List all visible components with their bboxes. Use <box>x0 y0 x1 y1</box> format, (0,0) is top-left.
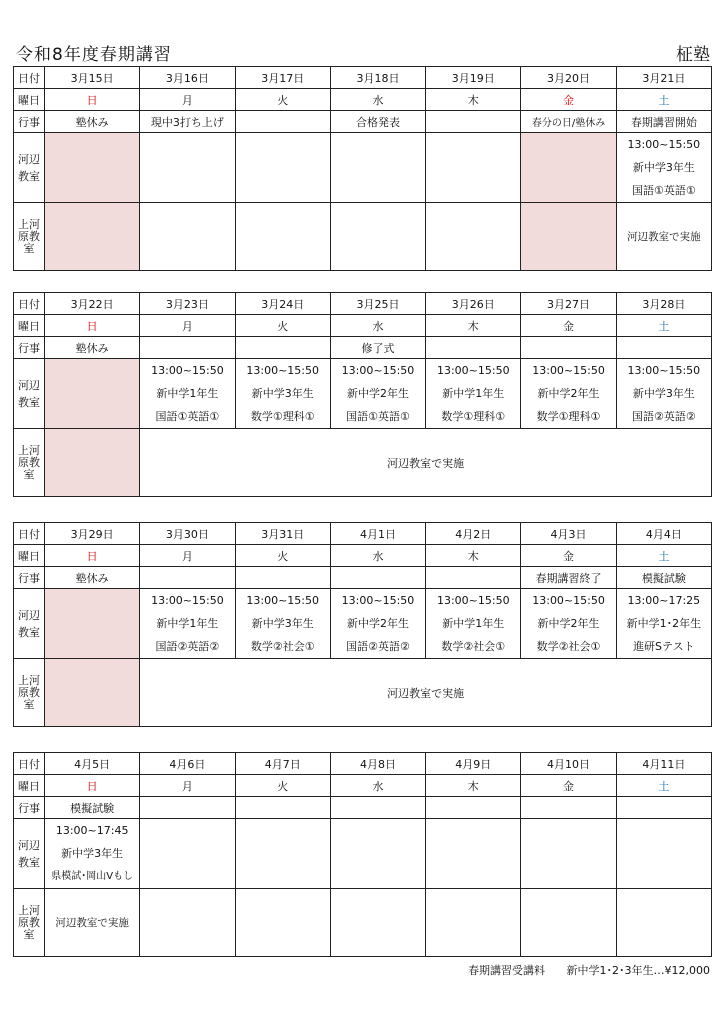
week-table-1 <box>13 66 712 271</box>
event-row <box>14 567 712 589</box>
class-cell <box>426 203 521 271</box>
class-grade: 新中学1年生 <box>442 617 505 630</box>
class-cell <box>235 359 330 429</box>
event-cell <box>426 111 521 133</box>
class-cell <box>235 133 330 203</box>
event-cell: 塾休み <box>45 337 140 359</box>
day-cell: 日 <box>45 775 140 797</box>
event-cell: 模擬試験 <box>45 797 140 819</box>
class-cell <box>426 819 521 889</box>
class-cell <box>45 819 140 889</box>
class-cell <box>140 133 235 203</box>
week-table-4 <box>13 752 712 957</box>
day-row <box>14 775 712 797</box>
event-cell: 修了式 <box>330 337 425 359</box>
event-label: 行事 <box>14 111 45 133</box>
class-grade: 新中学3年生 <box>251 387 314 400</box>
date-cell: 3月22日 <box>45 293 140 315</box>
class-grade: 新中学1年生 <box>442 387 505 400</box>
date-cell: 4月10日 <box>521 753 616 775</box>
kawanabe-label: 河辺教室 <box>14 819 45 889</box>
event-cell: 現中3打ち上げ <box>140 111 235 133</box>
date-cell: 3月28日 <box>616 293 711 315</box>
week-table-3 <box>13 522 712 727</box>
event-cell <box>330 567 425 589</box>
class-subject: 国語②英語② <box>346 640 410 653</box>
date-cell: 4月5日 <box>45 753 140 775</box>
class-time: 13:00~15:50 <box>341 594 415 607</box>
day-cell: 月 <box>140 545 235 567</box>
date-cell: 4月4日 <box>616 523 711 545</box>
kamikawahara-label: 上河原教室 <box>14 429 45 497</box>
class-time: 13:00~15:50 <box>436 594 510 607</box>
class-subject: 進研Sテスト <box>633 640 695 653</box>
date-cell: 4月6日 <box>140 753 235 775</box>
day-cell: 火 <box>235 775 330 797</box>
date-cell: 3月31日 <box>235 523 330 545</box>
class-subject: 数学①理科① <box>441 410 506 423</box>
date-label: 日付 <box>14 753 45 775</box>
class-subject: 国語①英語① <box>155 410 220 423</box>
event-cell <box>426 797 521 819</box>
class-cell <box>330 203 425 271</box>
class-grade: 新中学3年生 <box>632 161 695 174</box>
date-row <box>14 293 712 315</box>
date-label: 日付 <box>14 523 45 545</box>
date-cell: 3月30日 <box>140 523 235 545</box>
class-subject: 国語②英語② <box>155 640 220 653</box>
event-label: 行事 <box>14 797 45 819</box>
day-cell: 木 <box>426 775 521 797</box>
closed-cell <box>521 203 616 271</box>
date-cell: 4月7日 <box>235 753 330 775</box>
class-cell <box>521 889 616 957</box>
class-time: 13:00~15:50 <box>532 364 605 377</box>
class-cell <box>426 889 521 957</box>
date-cell: 3月23日 <box>140 293 235 315</box>
day-row <box>14 89 712 111</box>
event-cell <box>235 111 330 133</box>
kamikawahara-row <box>14 659 712 727</box>
kamikawahara-row <box>14 429 712 497</box>
class-cell <box>616 819 711 889</box>
event-cell: 模擬試験 <box>616 567 711 589</box>
class-grade: 新中学2年生 <box>346 387 409 400</box>
class-cell <box>140 359 235 429</box>
class-time: 13:00~15:50 <box>246 364 320 377</box>
class-cell: 河辺教室で実施 <box>616 203 711 271</box>
day-cell: 木 <box>426 545 521 567</box>
kawanabe-label: 河辺教室 <box>14 359 45 429</box>
day-label: 曜日 <box>14 545 45 567</box>
class-cell <box>330 889 425 957</box>
date-cell: 3月20日 <box>521 67 616 89</box>
event-cell <box>426 337 521 359</box>
event-label: 行事 <box>14 567 45 589</box>
closed-cell <box>521 133 616 203</box>
class-cell <box>330 359 425 429</box>
class-grade: 新中学2年生 <box>537 617 600 630</box>
event-cell <box>235 337 330 359</box>
day-cell: 火 <box>235 89 330 111</box>
class-subject: 数学②社会① <box>250 640 315 653</box>
event-cell <box>616 797 711 819</box>
class-subject: 数学①理科① <box>250 410 315 423</box>
date-cell: 4月11日 <box>616 753 711 775</box>
closed-cell <box>45 359 140 429</box>
event-cell <box>330 797 425 819</box>
fee-footer <box>450 962 710 978</box>
date-cell: 3月26日 <box>426 293 521 315</box>
class-grade: 新中学1･2年生 <box>626 617 702 630</box>
event-cell <box>616 337 711 359</box>
class-cell <box>426 589 521 659</box>
kawanabe-label: 河辺教室 <box>14 589 45 659</box>
event-row <box>14 111 712 133</box>
class-cell <box>330 819 425 889</box>
date-cell: 3月24日 <box>235 293 330 315</box>
kawanabe-row <box>14 359 712 429</box>
fee-value: 新中学1･2･3年生…¥12,000 <box>566 964 710 977</box>
class-subject: 県模試･岡山Vもし <box>51 871 134 882</box>
day-cell: 水 <box>330 89 425 111</box>
kamikawahara-row <box>14 203 712 271</box>
class-cell <box>140 889 235 957</box>
closed-cell <box>45 133 140 203</box>
kawanabe-label: 河辺教室 <box>14 133 45 203</box>
day-cell: 日 <box>45 89 140 111</box>
day-cell: 金 <box>521 775 616 797</box>
date-cell: 3月18日 <box>330 67 425 89</box>
day-row <box>14 315 712 337</box>
day-cell: 金 <box>521 315 616 337</box>
event-cell <box>140 797 235 819</box>
class-subject: 国語②英語② <box>631 410 696 423</box>
event-cell: 合格発表 <box>330 111 425 133</box>
day-cell: 月 <box>140 775 235 797</box>
merged-note-cell: 河辺教室で実施 <box>140 429 712 497</box>
day-cell: 土 <box>616 315 711 337</box>
day-row <box>14 545 712 567</box>
event-cell <box>235 797 330 819</box>
kawanabe-row <box>14 819 712 889</box>
event-cell <box>426 567 521 589</box>
class-grade: 新中学2年生 <box>537 387 600 400</box>
kamikawahara-label: 上河原教室 <box>14 659 45 727</box>
class-cell <box>616 589 711 659</box>
class-grade: 新中学3年生 <box>251 617 314 630</box>
class-time: 13:00~15:50 <box>246 594 320 607</box>
event-cell <box>140 337 235 359</box>
class-time: 13:00~15:50 <box>341 364 415 377</box>
class-time: 13:00~17:45 <box>55 824 129 837</box>
date-cell: 3月25日 <box>330 293 425 315</box>
class-grade: 新中学2年生 <box>346 617 409 630</box>
kamikawahara-row <box>14 889 712 957</box>
event-cell <box>521 337 616 359</box>
date-label: 日付 <box>14 293 45 315</box>
class-cell <box>140 203 235 271</box>
class-cell: 河辺教室で実施 <box>45 889 140 957</box>
merged-note-cell: 河辺教室で実施 <box>140 659 712 727</box>
day-cell: 月 <box>140 315 235 337</box>
date-row <box>14 523 712 545</box>
school-name: 柾塾 <box>676 45 710 65</box>
day-cell: 土 <box>616 775 711 797</box>
closed-cell <box>45 659 140 727</box>
date-row <box>14 67 712 89</box>
date-cell: 3月16日 <box>140 67 235 89</box>
date-cell: 3月15日 <box>45 67 140 89</box>
event-cell: 塾休み <box>45 111 140 133</box>
class-subject: 数学②社会① <box>441 640 506 653</box>
kawanabe-row <box>14 589 712 659</box>
day-cell: 木 <box>426 89 521 111</box>
class-grade: 新中学1年生 <box>156 617 219 630</box>
class-cell <box>235 889 330 957</box>
day-label: 曜日 <box>14 315 45 337</box>
day-cell: 水 <box>330 775 425 797</box>
event-cell <box>521 797 616 819</box>
day-cell: 金 <box>521 545 616 567</box>
date-cell: 3月19日 <box>426 67 521 89</box>
class-time: 13:00~15:50 <box>532 594 605 607</box>
class-cell <box>521 359 616 429</box>
class-cell <box>330 589 425 659</box>
date-label: 日付 <box>14 67 45 89</box>
class-subject: 国語①英語① <box>346 410 410 423</box>
class-cell <box>140 589 235 659</box>
day-cell: 日 <box>45 315 140 337</box>
class-cell <box>616 889 711 957</box>
day-cell: 水 <box>330 545 425 567</box>
kawanabe-row <box>14 133 712 203</box>
event-cell: 春期講習終了 <box>521 567 616 589</box>
class-cell <box>235 203 330 271</box>
day-cell: 土 <box>616 545 711 567</box>
class-cell <box>235 589 330 659</box>
date-cell: 4月8日 <box>330 753 425 775</box>
fee-label: 春期講習受講料 <box>468 964 546 977</box>
class-cell <box>140 819 235 889</box>
event-cell: 春期講習開始 <box>616 111 711 133</box>
day-cell: 火 <box>235 315 330 337</box>
class-subject: 国語①英語① <box>631 184 696 197</box>
class-cell <box>521 819 616 889</box>
class-grade: 新中学3年生 <box>61 847 124 860</box>
closed-cell <box>45 429 140 497</box>
day-cell: 土 <box>616 89 711 111</box>
class-time: 13:00~15:50 <box>151 364 224 377</box>
class-subject: 数学①理科① <box>536 410 601 423</box>
class-time: 13:00~15:50 <box>436 364 510 377</box>
class-subject: 数学②社会① <box>536 640 601 653</box>
event-row <box>14 797 712 819</box>
closed-cell <box>45 589 140 659</box>
day-label: 曜日 <box>14 775 45 797</box>
event-cell: 塾休み <box>45 567 140 589</box>
event-cell: 春分の日/塾休み <box>521 111 616 133</box>
class-cell <box>330 133 425 203</box>
date-cell: 3月29日 <box>45 523 140 545</box>
date-cell: 3月27日 <box>521 293 616 315</box>
class-cell <box>521 589 616 659</box>
closed-cell <box>45 203 140 271</box>
kamikawahara-label: 上河原教室 <box>14 889 45 957</box>
class-cell <box>616 133 711 203</box>
day-cell: 月 <box>140 89 235 111</box>
class-time: 13:00~17:25 <box>627 594 701 607</box>
class-cell <box>426 359 521 429</box>
class-time: 13:00~15:50 <box>627 364 701 377</box>
class-grade: 新中学3年生 <box>632 387 695 400</box>
day-cell: 日 <box>45 545 140 567</box>
date-cell: 4月3日 <box>521 523 616 545</box>
day-label: 曜日 <box>14 89 45 111</box>
date-row <box>14 753 712 775</box>
kamikawahara-label: 上河原教室 <box>14 203 45 271</box>
day-cell: 金 <box>521 89 616 111</box>
class-grade: 新中学1年生 <box>156 387 219 400</box>
date-cell: 4月2日 <box>426 523 521 545</box>
class-time: 13:00~15:50 <box>627 138 701 151</box>
event-label: 行事 <box>14 337 45 359</box>
event-cell <box>140 567 235 589</box>
class-time: 13:00~15:50 <box>151 594 224 607</box>
date-cell: 4月9日 <box>426 753 521 775</box>
day-cell: 水 <box>330 315 425 337</box>
class-cell <box>235 819 330 889</box>
week-table-2 <box>13 292 712 497</box>
class-cell <box>616 359 711 429</box>
date-cell: 3月17日 <box>235 67 330 89</box>
event-cell <box>235 567 330 589</box>
class-cell <box>426 133 521 203</box>
day-cell: 火 <box>235 545 330 567</box>
event-row <box>14 337 712 359</box>
date-cell: 4月1日 <box>330 523 425 545</box>
date-cell: 3月21日 <box>616 67 711 89</box>
page-title: 令和8年度春期講習 <box>16 45 172 65</box>
day-cell: 木 <box>426 315 521 337</box>
